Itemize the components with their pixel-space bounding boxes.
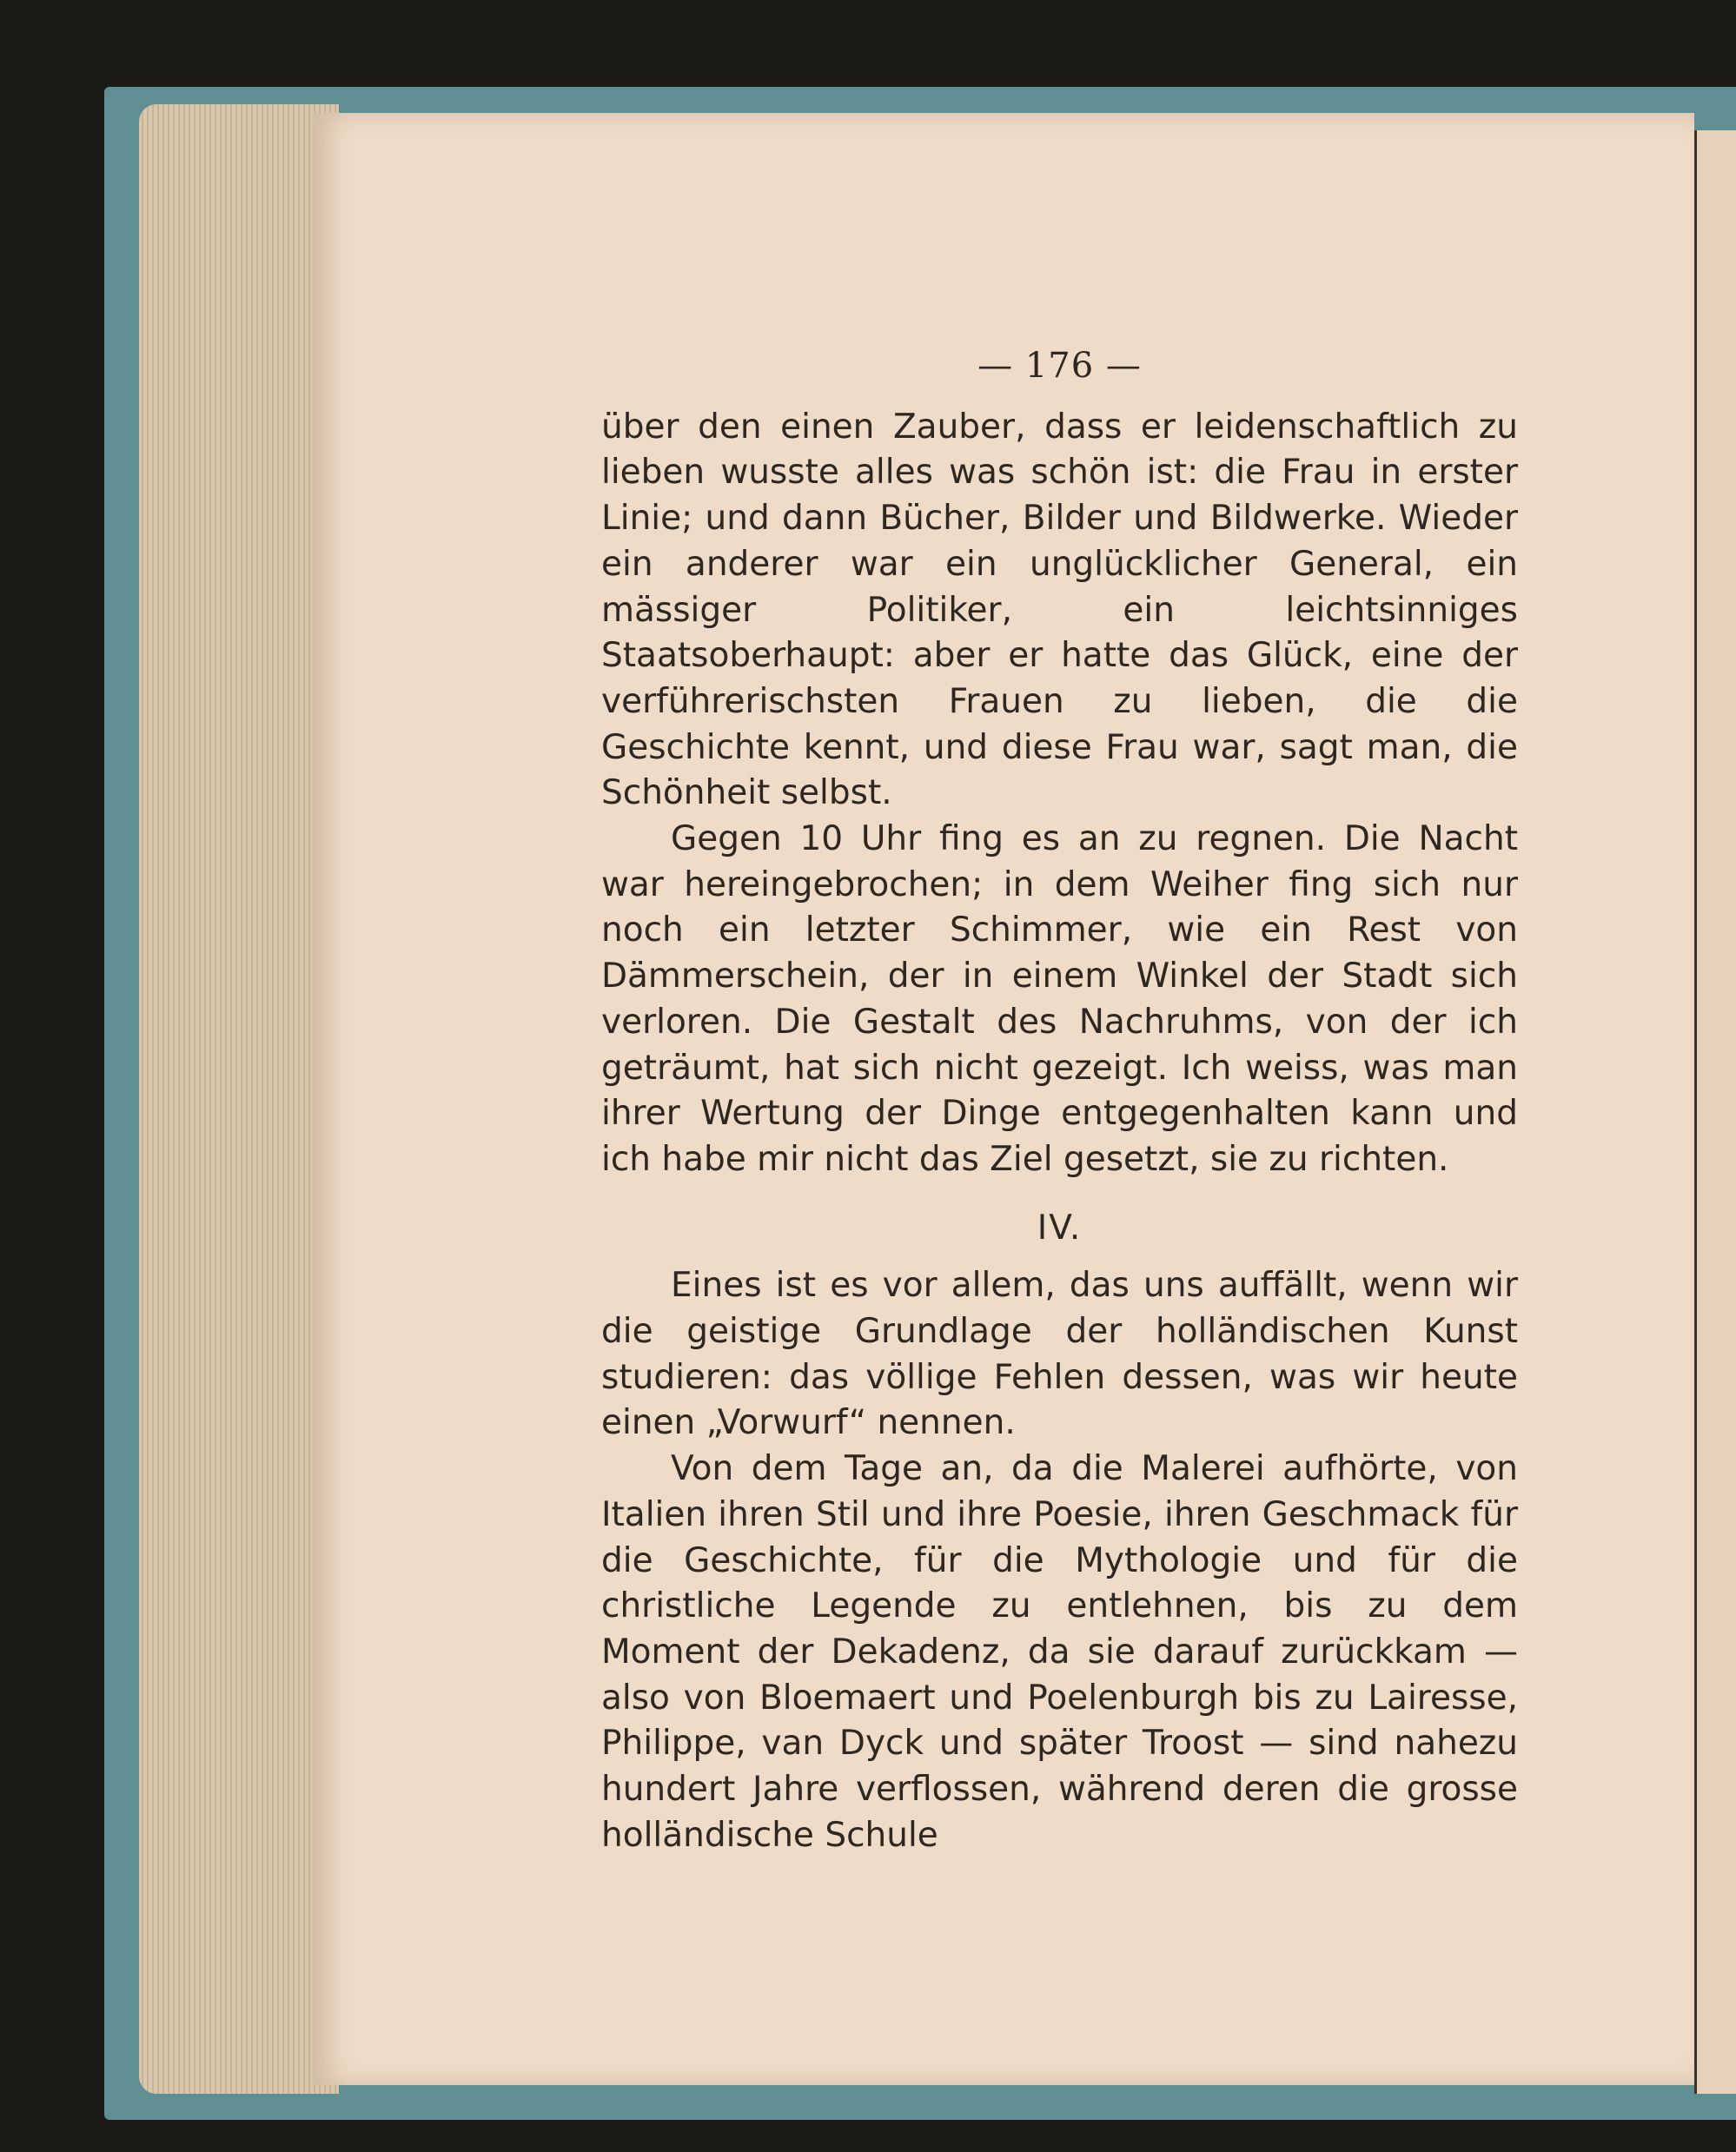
page-edges <box>139 104 339 2094</box>
paragraph-1: über den einen Zauber, dass er leidenschaftlich zu lieben wusste alles was schön ist: die Frau in erster Linie; und dann Bücher, Bilder und Bildwerke. Wieder ein anderer war ein unglücklicher General, ein mässiger Politiker, ein leichtsinniges Staatsoberhaupt: aber er hatte das Glück, eine der verführerischsten Frauen zu lieben, die die Geschichte kennt, und diese Frau war, sagt man, die Schönheit selbst. <box>601 407 1518 813</box>
section-heading: IV. <box>1037 1208 1083 1248</box>
paragraph-2: Gegen 10 Uhr fing es an zu regnen. Die Nacht war hereingebrochen; in dem Weiher fing sich nur noch ein letzter Schimmer, wie ein Rest von Dämmerschein, der in einem Winkel der Stadt sich verloren. Die Gestalt des Nachruhms, von der ich geträumt, hat sich nicht gezeigt. Ich weiss, was man ihrer Wertung der Dinge entgegenhalten kann und ich habe mir nicht das Ziel gesetzt, sie zu richten. <box>601 819 1518 1179</box>
paragraph-4: Von dem Tage an, da die Malerei aufhörte, von Italien ihren Stil und ihre Poesie, ihren Geschmack für die Geschichte, für die Mythologie und für die christliche Legende zu entlehnen, bis zu dem Moment der Dekadenz, da sie darauf zurückkam — also von Bloemaert und Poelenburgh bis zu Lairesse, Philippe, van Dyck und später Troost — sind nahezu hundert Jahre verflossen, während deren die grosse holländische Schule <box>601 1449 1518 1855</box>
page-number: — 176 — <box>977 346 1142 386</box>
page-text-block <box>601 343 1518 1859</box>
next-page-edge <box>1694 130 1736 2094</box>
paragraph-3: Eines ist es vor allem, das uns auffällt, wenn wir die geistige Grundlage der holländischen Kunst studieren: das völlige Fehlen dessen, was wir heute einen „Vorwurf“ nennen. <box>601 1266 1518 1443</box>
